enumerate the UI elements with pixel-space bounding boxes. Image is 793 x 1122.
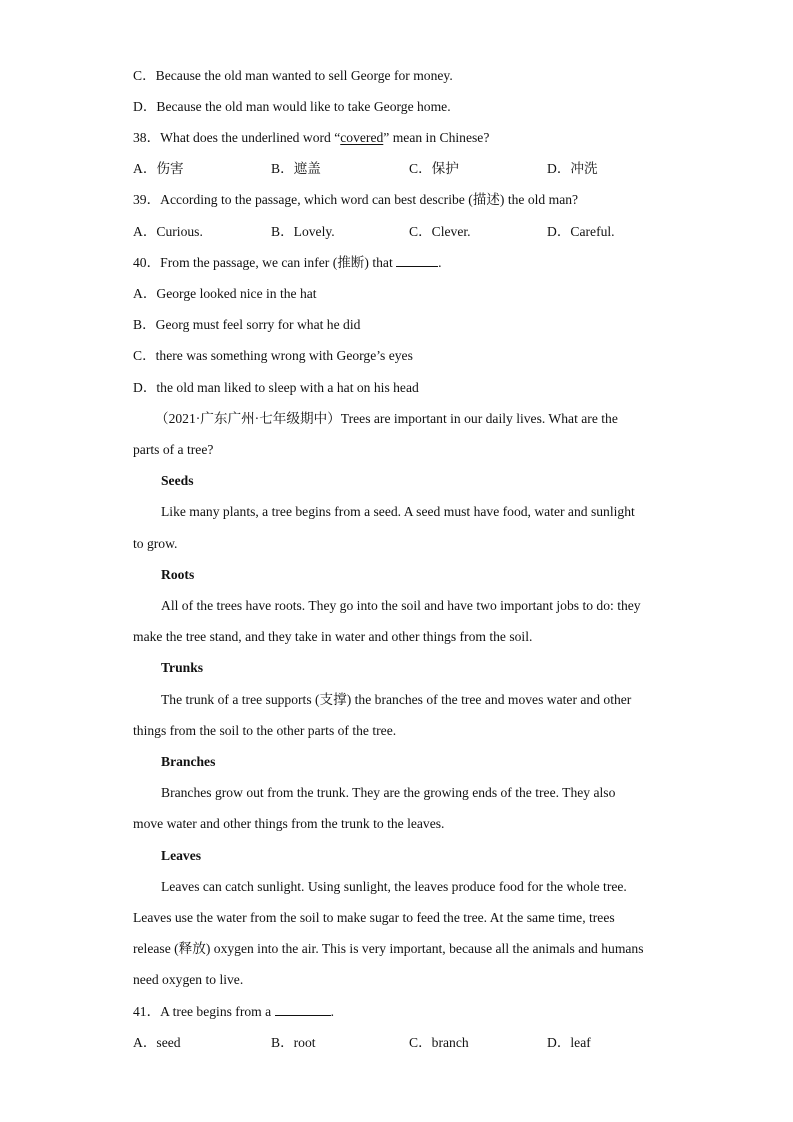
roots-line-1: All of the trees have roots. They go into the soil and have two important jobs to do: they <box>161 598 641 613</box>
q39-stem: 39．According to the passage, which word can best describe (描述) the old man? <box>133 192 579 207</box>
section-title-seeds: Seeds <box>161 473 194 488</box>
q37-option-c: C．Because the old man wanted to sell George for money. <box>133 68 453 83</box>
q37-option-d: D．Because the old man would like to take George home. <box>133 99 451 114</box>
section-title-trunks: Trunks <box>161 660 204 675</box>
q39-option-c: C．Clever. <box>409 224 471 239</box>
q40-answer-blank <box>396 254 438 267</box>
q40-option-a: A．George looked nice in the hat <box>133 286 317 301</box>
q38-option-b: B．遮盖 <box>271 161 321 176</box>
q41-answer-blank <box>275 1003 331 1016</box>
trunks-line-2: things from the soil to the other parts of the tree. <box>133 723 397 738</box>
passage-intro-line-2: parts of a tree? <box>133 442 214 457</box>
leaves-line-3: release (释放) oxygen into the air. This is very important, because all the animals and humans <box>133 941 644 956</box>
q41-stem-prefix: 41．A tree begins from a <box>133 1004 272 1019</box>
q38-option-a: A．伤害 <box>133 161 184 176</box>
q39-option-b: B．Lovely. <box>271 224 335 239</box>
seeds-line-1: Like many plants, a tree begins from a seed. A seed must have food, water and sunlight <box>161 504 635 519</box>
q40-option-b: B．Georg must feel sorry for what he did <box>133 317 361 332</box>
q40-stem-prefix: 40．From the passage, we can infer (推断) that <box>133 255 393 270</box>
q40-stem <box>133 254 442 272</box>
q41-option-d: D．leaf <box>547 1035 591 1050</box>
q38-underlined-word: covered <box>340 130 384 145</box>
roots-line-2: make the tree stand, and they take in water and other things from the soil. <box>133 629 533 644</box>
q38-stem <box>133 129 489 147</box>
section-title-branches: Branches <box>161 754 216 769</box>
q39-option-d: D．Careful. <box>547 224 615 239</box>
q40-option-c: C．there was something wrong with George’s eyes <box>133 348 413 363</box>
q41-option-b: B．root <box>271 1035 316 1050</box>
seeds-line-2: to grow. <box>133 536 178 551</box>
branches-line-1: Branches grow out from the trunk. They are the growing ends of the tree. They also <box>161 785 616 800</box>
q41-option-c: C．branch <box>409 1035 469 1050</box>
branches-line-2: move water and other things from the trunk to the leaves. <box>133 816 445 831</box>
leaves-line-2: Leaves use the water from the soil to make sugar to feed the tree. At the same time, trees <box>133 910 615 925</box>
q38-option-d: D．冲洗 <box>547 161 598 176</box>
trunks-line-1: The trunk of a tree supports (支撑) the branches of the tree and moves water and other <box>161 692 632 707</box>
q41-stem <box>133 1003 334 1021</box>
q41-option-a: A．seed <box>133 1035 181 1050</box>
leaves-line-1: Leaves can catch sunlight. Using sunlight, the leaves produce food for the whole tree. <box>161 879 627 894</box>
q41-stem-suffix: . <box>330 1004 334 1019</box>
section-title-roots: Roots <box>161 567 195 582</box>
q40-option-d: D．the old man liked to sleep with a hat on his head <box>133 380 419 395</box>
q38-stem-prefix: 38．What does the underlined word “ <box>133 130 341 145</box>
passage-intro-line-1: （2021·广东广州·七年级期中）Trees are important in our daily lives. What are the <box>155 411 618 426</box>
leaves-line-4: need oxygen to live. <box>133 972 244 987</box>
q40-stem-suffix: . <box>438 255 442 270</box>
q39-option-a: A．Curious. <box>133 224 203 239</box>
q38-stem-suffix: ” mean in Chinese? <box>383 130 490 145</box>
q38-option-c: C．保护 <box>409 161 459 176</box>
section-title-leaves: Leaves <box>161 848 202 863</box>
